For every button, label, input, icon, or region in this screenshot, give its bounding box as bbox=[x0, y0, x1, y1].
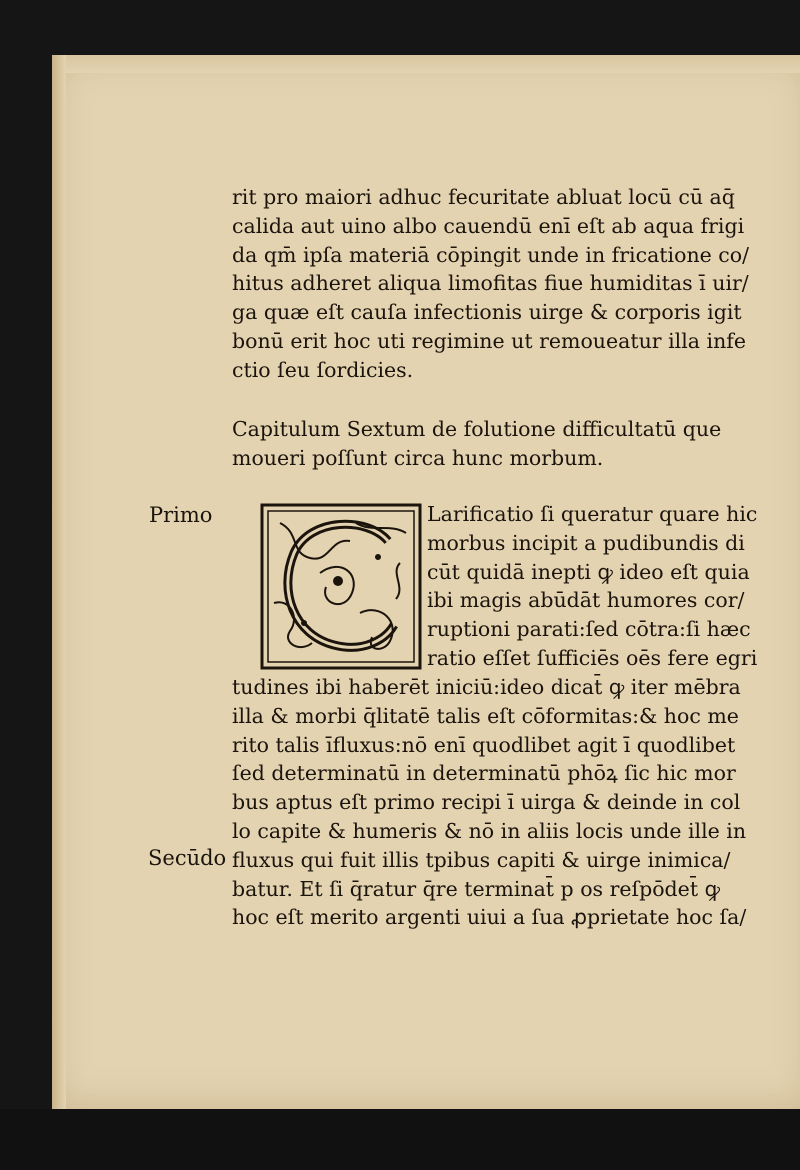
decorative-initial-c bbox=[260, 503, 422, 670]
text-line: bus aptus eſt primo recipi ī uirga & deinde in col bbox=[232, 790, 741, 815]
text-line: ga quæ eſt cauſa infectionis uirge & corporis igit bbox=[232, 300, 742, 325]
text-line: ctio ſeu ſordicies. bbox=[232, 357, 414, 382]
text-line: tudines ibi haberēt iniciū:ideo dicat̄ ꝙ iter mēbra bbox=[232, 675, 741, 699]
text-line: morbus incipit a pudibundis di bbox=[427, 530, 745, 555]
text-line: calida aut uino albo cauendū enī eſt ab aqua frigi bbox=[232, 213, 745, 238]
paragraph-2-beside-initial bbox=[427, 500, 797, 673]
text-line: fluxus qui fuit illis tpibus capiti & uirge inimica/ bbox=[232, 847, 731, 872]
text-line: ibi magis abūdāt humores cor/ bbox=[427, 588, 745, 613]
text-line: illa & morbi q̄litatē talis eſt cōformitas:& hoc me bbox=[232, 703, 739, 728]
text-line: ſed determinatū in determinatū phōꝝ ſic hic mor bbox=[232, 761, 736, 786]
background-bottom bbox=[0, 1109, 800, 1170]
paragraph-2-continued bbox=[232, 673, 792, 932]
margin-note-secundo: Secūdo bbox=[148, 846, 227, 870]
page-left-edge bbox=[52, 55, 66, 1109]
text-line: hoc eſt merito argenti uiui a ſua ꝓprietate hoc ſa/ bbox=[232, 905, 747, 930]
text-line: ratio eſſet ſufficiēs oēs fere egri bbox=[427, 645, 758, 670]
text-line: da qm̄ ipſa materiā cōpingit unde in fricatione co/ bbox=[232, 242, 750, 267]
text-line: lo capite & humeris & nō in aliis locis unde ille in bbox=[232, 818, 747, 843]
text-line: cūt quidā inepti ꝙ ideo eſt quia bbox=[427, 559, 750, 584]
paragraph-1 bbox=[232, 183, 792, 385]
chapter-heading bbox=[232, 415, 792, 473]
text-line: rit pro maiori adhuc fecuritate abluat locū cū aq̄ bbox=[232, 185, 735, 209]
heading-line: moueri poſſunt circa hunc morbum. bbox=[232, 445, 604, 470]
text-line: rito talis īfluxus:nō enī quodlibet agit ī quodlibet bbox=[232, 732, 736, 757]
text-line: Larificatio ſi queratur quare hic bbox=[427, 502, 758, 526]
text-line: ruptioni parati:ſed cōtra:ſi hæc bbox=[427, 617, 751, 642]
page-top-edge bbox=[52, 55, 800, 73]
margin-note-primo: Primo bbox=[149, 503, 213, 527]
text-line: batur. Et ſi q̄ratur q̄re terminat̄ p os reſpōdet̄ ꝙ bbox=[232, 876, 720, 901]
text-line: bonū erit hoc uti regimine ut remoueatur illa infe bbox=[232, 328, 747, 353]
text-line: hitus adheret aliqua limofitas fiue humiditas ī uir/ bbox=[232, 271, 749, 296]
heading-line: Capitulum Sextum de folutione difficultatū que bbox=[232, 417, 722, 441]
